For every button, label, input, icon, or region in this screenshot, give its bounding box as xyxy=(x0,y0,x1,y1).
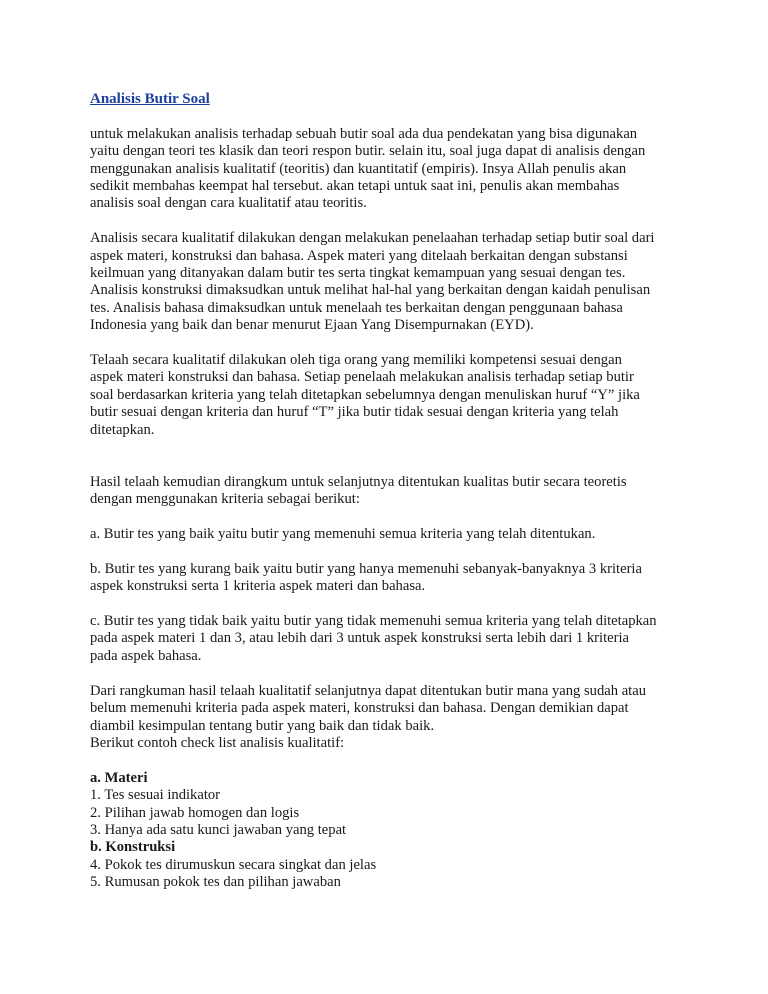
checklist-item: 5. Rumusan pokok tes dan pilihan jawaban xyxy=(90,874,341,891)
checklist-item: 3. Hanya ada satu kunci jawaban yang tepat xyxy=(90,821,347,838)
checklist xyxy=(90,770,690,892)
document-page xyxy=(90,91,690,892)
criterion-a: a. Butir tes yang baik yaitu butir yang memenuhi semua kriteria yang telah ditentukan. xyxy=(90,526,596,543)
checklist-item: 4. Pokok tes dirumuskun secara singkat dan jelas xyxy=(90,856,377,873)
paragraph-intro: untuk melakukan analisis terhadap sebuah butir soal ada dua pendekatan yang bisa digunakan yaitu dengan teori tes klasik dan teori respon butir. selain itu, soal juga dapat di analisis dengan menggunakan analisis kualitatif (teoritis) dan kuantitatif (empiris). Insya Allah penulis akan sedikit membahas keempat hal tersebut. akan tetapi untuk saat ini, penulis akan membahas analisis soal dengan cara kualitatif atau teoritis. xyxy=(90,125,646,212)
checklist-item: 1. Tes sesuai indikator xyxy=(90,787,221,804)
checklist-heading-konstruksi: b. Konstruksi xyxy=(90,839,176,856)
criterion-b: b. Butir tes yang kurang baik yaitu butir yang hanya memenuhi sebanyak-banyaknya 3 kriteria aspek konstruksi serta 1 kriteria aspek materi dan bahasa. xyxy=(90,560,642,595)
paragraph-qualitative-analysis: Analisis secara kualitatif dilakukan dengan melakukan penelaahan terhadap setiap butir soal dari aspek materi, konstruksi dan bahasa. Aspek materi yang ditelaah berkaitan dengan substansi keilmuan yang ditanyakan dalam butir tes serta tingkat kemampuan yang sesuai dengan tes. Analisis konstruksi dimaksudkan untuk melihat hal-hal yang berkaitan dengan kaidah penulisan tes. Analisis bahasa dimaksudkan untuk menelaah tes berkaitan dengan penggunaan bahasa Indonesia yang baik dan benar menurut Ejaan Yang Disempurnakan (EYD). xyxy=(90,230,655,334)
checklist-heading-materi: a. Materi xyxy=(90,769,148,786)
paragraph-summary-criteria: Hasil telaah kemudian dirangkum untuk selanjutnya ditentukan kualitas butir secara teoretis dengan menggunakan kriteria sebagai berikut: xyxy=(90,473,627,508)
document-title[interactable]: Analisis Butir Soal xyxy=(90,91,210,107)
paragraph-review-process: Telaah secara kualitatif dilakukan oleh tiga orang yang memiliki kompetensi sesuai dengan aspek materi konstruksi dan bahasa. Setiap penelaah melakukan analisis terhadap setiap butir soal berdasarkan kriteria yang telah ditetapkan sebelumnya dengan menuliskan huruf “Y” jika butir sesuai dengan kriteria dan huruf “T” jika butir tidak sesuai dengan kriteria yang telah ditetapkan. xyxy=(90,352,640,438)
criterion-c: c. Butir tes yang tidak baik yaitu butir yang tidak memenuhi semua kriteria yang telah ditetapkan pada aspek materi 1 dan 3, atau lebih dari 3 untuk aspek konstruksi serta lebih dari 1 kriteria pada aspek bahasa. xyxy=(90,613,657,664)
paragraph-conclusion: Dari rangkuman hasil telaah kualitatif selanjutnya dapat ditentukan butir mana yang sudah atau belum memenuhi kriteria pada aspek materi, konstruksi dan bahasa. Dengan demikian dapat diambil kesimpulan tentang butir yang baik dan tidak baik. Berikut contoh check list analisis kualitatif: xyxy=(90,682,647,751)
checklist-item: 2. Pilihan jawab homogen dan logis xyxy=(90,804,300,821)
